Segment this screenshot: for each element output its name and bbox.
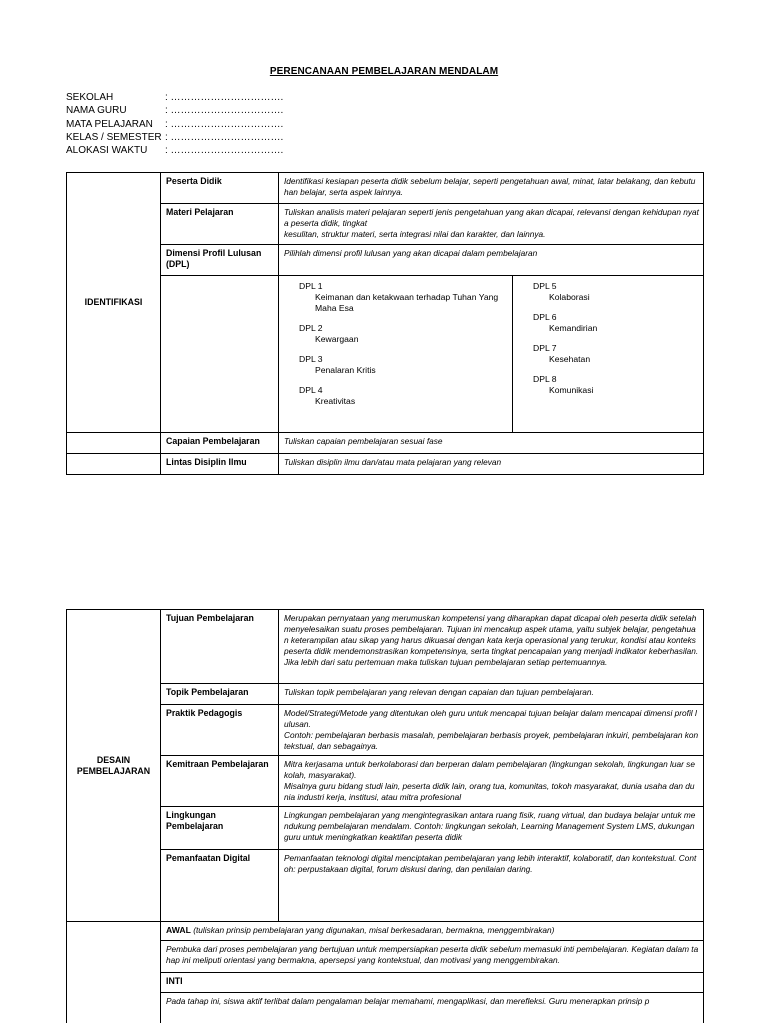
desain-table: [66, 609, 704, 922]
header-row-alokasi-waktu: [66, 144, 283, 157]
desc-kemitraan-line2: Misalnya guru bidang studi lain, peserta didik lain, orang tua, komunitas, tokoh masyarakat, dunia usaha dan dunia industri kerja, institusi, atau mitra profesional: [284, 780, 695, 802]
dpl-name: Kreativitas: [315, 396, 356, 406]
dpl-item: [299, 281, 508, 314]
dpl-item: [299, 323, 508, 345]
desc-praktik-pedagogis: [279, 705, 704, 756]
header-row-nama-guru: [66, 104, 283, 117]
label-lingkungan: Lingkungan Pembelajaran: [161, 807, 279, 850]
dpl-code: DPL 6: [533, 312, 557, 322]
dpl-name: Komunikasi: [549, 385, 594, 395]
dpl-code: DPL 7: [533, 343, 557, 353]
awal-label: AWAL: [166, 925, 191, 935]
pengalaman-table: [66, 921, 704, 1023]
header-label: KELAS / SEMESTER: [66, 131, 162, 143]
dpl-item: [299, 385, 508, 407]
dpl-name: Penalaran Kritis: [315, 365, 376, 375]
section-identifikasi: IDENTIFIKASI: [67, 173, 161, 433]
desc-peserta-didik: Identifikasi kesiapan peserta didik sebelum belajar, seperti pengetahuan awal, minat, latar belakang, dan kebutuhan belajar, serta aspek lainnya.: [279, 173, 704, 204]
dpl-name: Kewargaan: [315, 334, 359, 344]
dpl-name: Kolaborasi: [549, 292, 590, 302]
desc-lintas-disiplin: Tuliskan disiplin ilmu dan/atau mata pelajaran yang relevan: [279, 454, 704, 475]
desc-lingkungan: Lingkungan pembelajaran yang mengintegrasikan antara ruang fisik, ruang virtual, dan budaya belajar untuk mendukung pembelajaran mendalam. Contoh: lingkungan sekolah, Learning Management System LMS, dukungan guru untuk meningkatkan keaktifan peserta didik: [279, 807, 704, 850]
desc-kemitraan-line1: Mitra kerjasama untuk berkolaborasi dan berperan dalam pembelajaran (lingkungan sekolah, lingkungan luar sekolah, masyarakat).: [284, 759, 695, 780]
label-dpl: Dimensi Profil Lulusan (DPL): [161, 245, 279, 276]
header-value: : …………………………….: [165, 118, 284, 130]
label-pemanfaatan-digital: Pemanfaatan Digital: [161, 850, 279, 922]
header-label: MATA PELAJARAN: [66, 118, 153, 130]
section-desain-pembelajaran: DESAIN PEMBELAJARAN: [67, 610, 161, 922]
desc-pemanfaatan-digital: Pemanfaatan teknologi digital menciptakan pembelajaran yang lebih interaktif, kolaboratif, dan kontekstual. Contoh: perpustakaan digital, forum diskusi daring, dan penilaian daring.: [279, 850, 704, 922]
dpl-list-left: [279, 276, 513, 433]
empty-cell: [67, 454, 161, 475]
header-label: ALOKASI WAKTU: [66, 145, 148, 157]
dpl-code: DPL 2: [299, 323, 323, 333]
desc-praktik-line2: Contoh: pembelajaran berbasis masalah, pembelajaran berbasis proyek, pembelajaran inkuiri, pembelajaran kontekstual, dan sebagainya.: [284, 729, 699, 751]
header-row-kelas-semester: [66, 131, 283, 144]
dpl-code: DPL 8: [533, 374, 557, 384]
document-header: [66, 91, 283, 157]
dpl-code: DPL 3: [299, 354, 323, 364]
dpl-name: Keimanan dan ketakwaan terhadap Tuhan Yang Maha Esa: [315, 292, 499, 313]
desc-materi-pelajaran: [279, 204, 704, 245]
desc-materi-line1: Tuliskan analisis materi pelajaran seperti jenis pengetahuan yang akan dicapai, relevansi dengan kehidupan nyata peserta didik, tingkat: [284, 207, 699, 228]
page-title: PERENCANAAN PEMBELAJARAN MENDALAM: [269, 66, 499, 77]
label-topik: Topik Pembelajaran: [161, 684, 279, 705]
identifikasi-table: [66, 172, 704, 475]
pengalaman-section-cell: [67, 922, 161, 1023]
inti-desc: Pada tahap ini, siswa aktif terlibat dalam pengalaman belajar memahami, mengaplikasi, dan merefleksi. Guru menerapkan prinsip p: [161, 993, 704, 1023]
desc-capaian: Tuliskan capaian pembelajaran sesuai fase: [279, 433, 704, 454]
label-kemitraan: Kemitraan Pembelajaran: [161, 756, 279, 807]
dpl-item: [533, 374, 699, 396]
dpl-code: DPL 1: [299, 281, 323, 291]
dpl-name: Kemandirian: [549, 323, 598, 333]
header-label: SEKOLAH: [66, 92, 114, 103]
label-tujuan: Tujuan Pembelajaran: [161, 610, 279, 684]
dpl-empty-cell: [161, 276, 279, 433]
label-praktik-pedagogis: Praktik Pedagogis: [161, 705, 279, 756]
desc-topik: Tuliskan topik pembelajaran yang relevan dengan capaian dan tujuan pembelajaran.: [279, 684, 704, 705]
label-capaian: Capaian Pembelajaran: [161, 433, 279, 454]
dpl-name: Kesehatan: [549, 354, 591, 364]
dpl-item: [533, 312, 699, 334]
label-lintas-disiplin: Lintas Disiplin Ilmu: [161, 454, 279, 475]
dpl-code: DPL 5: [533, 281, 557, 291]
header-value: : …………………………….: [165, 105, 284, 117]
desc-dpl: Pilihlah dimensi profil lulusan yang akan dicapai dalam pembelajaran: [279, 245, 704, 276]
header-label: NAMA GURU: [66, 105, 127, 117]
dpl-code: DPL 4: [299, 385, 323, 395]
header-value: : …………………………….: [165, 145, 284, 157]
header-row-mata-pelajaran: [66, 118, 283, 131]
awal-heading: [161, 922, 704, 941]
label-peserta-didik: Peserta Didik: [161, 173, 279, 204]
awal-note: (tuliskan prinsip pembelajaran yang digunakan, misal berkesadaran, bermakna, menggembirakan): [193, 925, 555, 935]
desc-praktik-line1: Model/Strategi/Metode yang ditentukan oleh guru untuk mencapai tujuan belajar dalam mencapai dimensi profil lulusan.: [284, 708, 697, 729]
dpl-item: [299, 354, 508, 376]
header-row-sekolah: [66, 91, 283, 104]
dpl-item: [533, 281, 699, 303]
dpl-list-right: [513, 276, 704, 433]
dpl-item: [533, 343, 699, 365]
inti-label: INTI: [161, 973, 704, 993]
header-value: : …………………………….: [165, 131, 284, 143]
desc-kemitraan: [279, 756, 704, 807]
empty-cell: [67, 433, 161, 454]
desc-tujuan: Merupakan pernyataan yang merumuskan kompetensi yang diharapkan dapat dicapai oleh peserta didik setelah menyelesaikan suatu proses pembelajaran. Tujuan ini mencakup aspek utama, yaitu subjek belajar, pengetahuan keterampilan atau sikap yang harus dikuasai dengan kata kerja operasional yang terukur, kondisi atau konteks peserta didik mendemonstrasikan kompetensinya, serta tingkat pencapaian yang menjadi indikator keberhasilan. Jika lebih dari satu pertemuan maka tuliskan tujuan pembelajaran setiap pertemuannya.: [279, 610, 704, 684]
header-value: : …………………………….: [165, 92, 284, 103]
desc-materi-line2: kesulitan, struktur materi, serta integrasi nilai dan karakter, dan lainnya.: [284, 229, 546, 239]
label-materi-pelajaran: Materi Pelajaran: [161, 204, 279, 245]
awal-desc: Pembuka dari proses pembelajaran yang bertujuan untuk mempersiapkan peserta didik sebelum memasuki inti pembelajaran. Kegiatan dalam tahap ini meliputi orientasi yang bermakna, apersepsi yang kontekstual, dan motivasi yang menggembirakan.: [161, 941, 704, 973]
